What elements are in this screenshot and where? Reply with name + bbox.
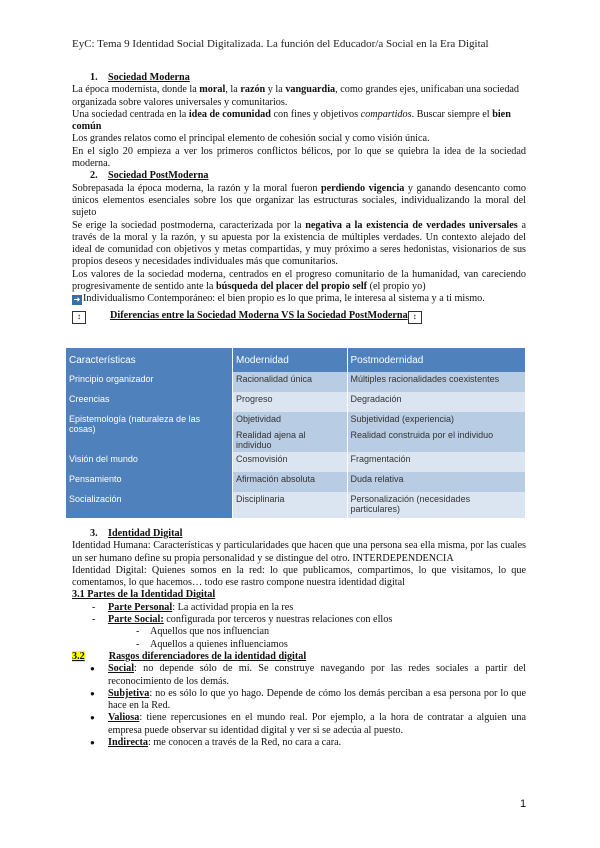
list-item: ● Social: no depende sólo de mí. Se construye navegando por las redes sociales a partir del reconocimiento de los demás. [90, 663, 526, 688]
subheading-rasgos: 3.2 Rasgos diferenciadores de la identidad digital [72, 650, 307, 662]
heading-identidad-digital: 3. Identidad Digital [90, 528, 183, 539]
parts-list [72, 602, 526, 627]
arrow-right-icon: ➜ [73, 295, 81, 305]
list-item: - Parte Social: configurada por terceros y nuestras relaciones con ellos [92, 614, 526, 626]
list-item: - Aquellos que nos influencian [136, 626, 526, 638]
paragraph: Identidad Humana: Características y particularidades que hacen que una persona sea ella misma, por las cuales un ser humano define su propia personalidad y se distingue del otro. INTERDEPENDENCIA [72, 540, 526, 564]
paragraph: Sobrepasada la época moderna, la razón y la moral fueron perdiendo vigencia y ganando desencanto como únicos elementos esenciales sobre los que organizar las estructuras sociales, individualizando la moral del sujeto [72, 182, 526, 219]
body-section-1-2 [72, 72, 526, 324]
table-header: Modernidad [232, 348, 347, 372]
body-section-3 [72, 528, 526, 749]
comparison-table [66, 348, 525, 518]
paragraph: Se erige la sociedad postmoderna, caracterizada por la negativa a la existencia de verdades universales a través de la moral y la razón, y su apuesta por la existencia de múltiples verdades. Un contexto alejado del ideal de comunidad con objetivos y metas compartidas, y muy próximo a seres hedonistas, visionarios de sus propios deseos y necesidades individuales más que comunitarios. [72, 219, 526, 268]
table-row: Pensamiento Afirmación absoluta Duda relativa [66, 472, 525, 492]
list-item: - Parte Personal: La actividad propia en la res [92, 602, 526, 614]
table-row: Visión del mundo Cosmovisión Fragmentación [66, 452, 525, 472]
heading-sociedad-moderna: 1. Sociedad Moderna [90, 72, 190, 83]
paragraph: Identidad Digital: Quienes somos en la red: lo que publicamos, compartimos, lo que visitamos, lo que comentamos, lo que hacemos… todo ese rastro compone nuestra identidad digital [72, 564, 526, 589]
table-header: Características [66, 348, 232, 372]
page-number: 1 [520, 798, 527, 810]
table-row: Principio organizador Racionalidad única Múltiples racionalidades coexistentes [66, 372, 525, 392]
page-header: EyC: Tema 9 Identidad Social Digitalizada. La función del Educador/a Social en la Era Digital [72, 38, 489, 50]
list-item: ● Indirecta: me conocen a través de la Red, no cara a cara. [90, 737, 526, 749]
paragraph: La época modernista, donde la moral, la razón y la vanguardia, como grandes ejes, unificaban una sociedad organizada sobre valores universales y comunitarios. [72, 84, 520, 108]
table-header: Postmodernidad [347, 348, 525, 372]
sub-list [72, 626, 526, 651]
diferencias-heading: ↕ Diferencias entre la Sociedad Moderna VS la Sociedad PostModerna ↕ [72, 310, 526, 324]
paragraph: Una sociedad centrada en la idea de comunidad con fines y objetivos compartidos. Buscar siempre el bien común [72, 108, 511, 133]
table-header-row [66, 348, 525, 372]
subheading-partes: 3.1 Partes de la Identidad Digital [72, 589, 216, 601]
expand-icon[interactable]: ↕ [408, 311, 422, 324]
traits-list [72, 663, 526, 749]
table-row: Creencias Progreso Degradación [66, 392, 525, 412]
table-row: Socialización Disciplinaria Personalización (necesidades particulares) [66, 492, 525, 518]
heading-sociedad-postmoderna: 2. Sociedad PostModerna [90, 170, 209, 182]
paragraph: Los valores de la sociedad moderna, centrados en el progreso comunitario de la humanidad, van careciendo progresivamente de sentido ante la búsqueda del placer del propio self (el propio yo) [72, 268, 526, 293]
paragraph: ➜ Individualismo Contemporáneo: el bien propio es lo que prima, le interesa al sistema y a ti mismo. [73, 293, 485, 305]
paragraph: Los grandes relatos como el principal elemento de cohesión social y como visión única. [72, 133, 430, 145]
expand-icon[interactable]: ↕ [72, 311, 86, 324]
table-row: Epistemología (naturaleza de las cosas) Objetividad Realidad ajena al individuo Subjetividad (experiencia) Realidad construida por el individuo [66, 412, 525, 452]
list-item: - Aquellos a quienes influenciamos [136, 639, 526, 651]
list-item: ● Subjetiva: no es sólo lo que yo hago. Depende de cómo los demás perciban a esa persona por lo que hace en la Red. [90, 688, 526, 713]
paragraph: En el siglo 20 empieza a ver los primeros conflictos bélicos, por lo que se quiebra la idea de la sociedad moderna. [72, 145, 526, 170]
list-item: ● Valiosa: tiene repercusiones en el mundo real. Por ejemplo, a la hora de contratar a alguien una empresa puede observar su identidad digital y ver si se adecúa al puesto. [90, 712, 526, 737]
